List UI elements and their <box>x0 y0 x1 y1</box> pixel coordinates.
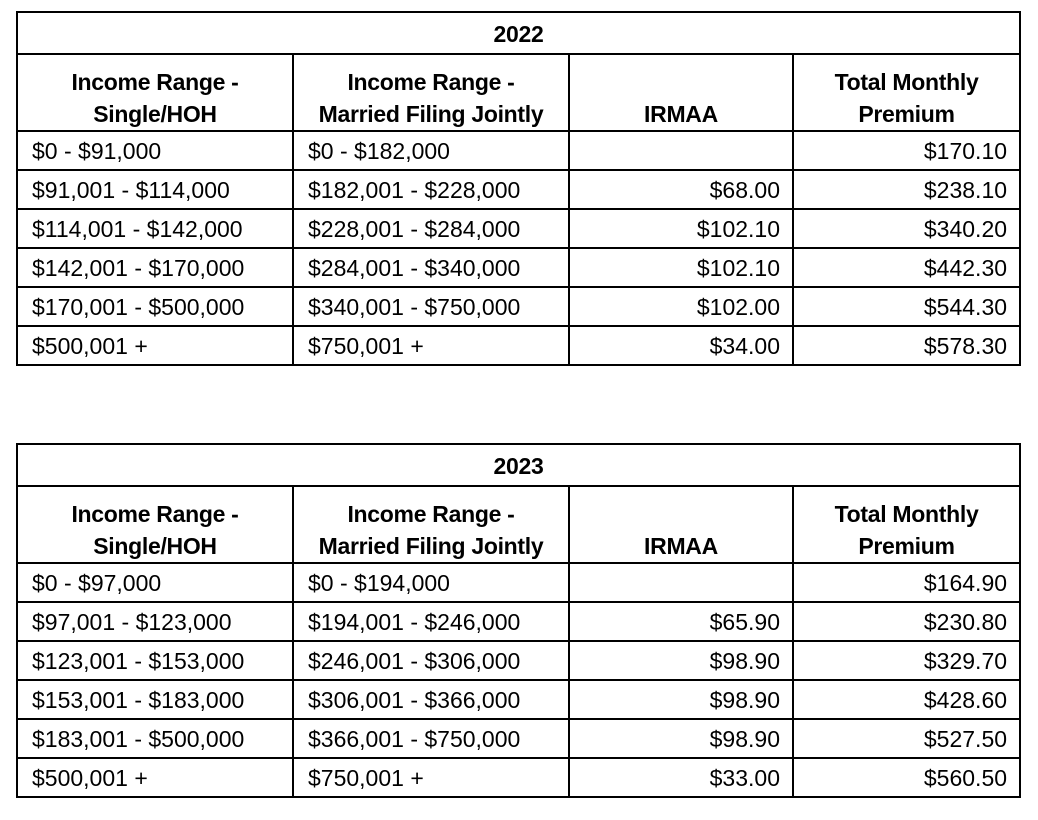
table-year-title: 2022 <box>17 12 1020 54</box>
premium-cell: $544.30 <box>793 287 1020 326</box>
income-joint-cell: $246,001 - $306,000 <box>293 641 569 680</box>
premium-cell: $340.20 <box>793 209 1020 248</box>
irmaa-cell <box>569 563 793 602</box>
header-irmaa-label: IRMAA <box>644 101 718 127</box>
header-income-joint <box>293 486 569 563</box>
income-joint-cell: $0 - $182,000 <box>293 131 569 170</box>
table-row <box>17 209 1020 248</box>
income-joint-cell: $366,001 - $750,000 <box>293 719 569 758</box>
income-single-cell: $114,001 - $142,000 <box>17 209 293 248</box>
income-single-cell: $183,001 - $500,000 <box>17 719 293 758</box>
income-joint-cell: $228,001 - $284,000 <box>293 209 569 248</box>
income-single-cell: $142,001 - $170,000 <box>17 248 293 287</box>
table-row <box>17 563 1020 602</box>
year-row <box>17 12 1020 54</box>
table-row <box>17 758 1020 797</box>
header-total-premium-line2: Premium <box>858 101 955 127</box>
irmaa-cell: $98.90 <box>569 680 793 719</box>
income-joint-cell: $0 - $194,000 <box>293 563 569 602</box>
header-total-premium <box>793 486 1020 563</box>
irmaa-cell: $102.10 <box>569 248 793 287</box>
irmaa-cell: $65.90 <box>569 602 793 641</box>
premium-cell: $230.80 <box>793 602 1020 641</box>
header-income-joint <box>293 54 569 131</box>
irmaa-table-2022 <box>16 11 1021 366</box>
irmaa-cell: $33.00 <box>569 758 793 797</box>
table-row <box>17 170 1020 209</box>
table-row <box>17 680 1020 719</box>
header-income-single-line1: Income Range - <box>71 69 239 95</box>
income-joint-cell: $750,001 + <box>293 326 569 365</box>
premium-cell: $442.30 <box>793 248 1020 287</box>
income-single-cell: $0 - $91,000 <box>17 131 293 170</box>
table-row <box>17 248 1020 287</box>
premium-cell: $329.70 <box>793 641 1020 680</box>
income-single-cell: $500,001 + <box>17 758 293 797</box>
header-income-single-line1: Income Range - <box>71 501 239 527</box>
header-row <box>17 486 1020 563</box>
table-row <box>17 602 1020 641</box>
income-single-cell: $153,001 - $183,000 <box>17 680 293 719</box>
header-irmaa <box>569 54 793 131</box>
table-row <box>17 326 1020 365</box>
income-single-cell: $97,001 - $123,000 <box>17 602 293 641</box>
header-income-single-line2: Single/HOH <box>93 101 217 127</box>
year-row <box>17 444 1020 486</box>
income-single-cell: $91,001 - $114,000 <box>17 170 293 209</box>
header-income-single-line2: Single/HOH <box>93 533 217 559</box>
header-total-premium-line2: Premium <box>858 533 955 559</box>
header-total-premium-line1: Total Monthly <box>834 501 979 527</box>
table-year-title: 2023 <box>17 444 1020 486</box>
premium-cell: $238.10 <box>793 170 1020 209</box>
premium-cell: $428.60 <box>793 680 1020 719</box>
header-total-premium <box>793 54 1020 131</box>
header-income-single <box>17 486 293 563</box>
income-joint-cell: $750,001 + <box>293 758 569 797</box>
irmaa-cell <box>569 131 793 170</box>
table-row <box>17 641 1020 680</box>
income-joint-cell: $306,001 - $366,000 <box>293 680 569 719</box>
income-single-cell: $0 - $97,000 <box>17 563 293 602</box>
irmaa-table-2023 <box>16 443 1021 798</box>
income-joint-cell: $194,001 - $246,000 <box>293 602 569 641</box>
header-irmaa <box>569 486 793 563</box>
income-joint-cell: $182,001 - $228,000 <box>293 170 569 209</box>
premium-cell: $170.10 <box>793 131 1020 170</box>
table-row <box>17 719 1020 758</box>
header-income-joint-line2: Married Filing Jointly <box>318 533 544 559</box>
irmaa-cell: $102.10 <box>569 209 793 248</box>
irmaa-cell: $68.00 <box>569 170 793 209</box>
irmaa-cell: $34.00 <box>569 326 793 365</box>
irmaa-cell: $98.90 <box>569 641 793 680</box>
income-single-cell: $170,001 - $500,000 <box>17 287 293 326</box>
header-income-joint-line2: Married Filing Jointly <box>318 101 544 127</box>
premium-cell: $560.50 <box>793 758 1020 797</box>
income-single-cell: $123,001 - $153,000 <box>17 641 293 680</box>
table-row <box>17 131 1020 170</box>
income-joint-cell: $284,001 - $340,000 <box>293 248 569 287</box>
income-joint-cell: $340,001 - $750,000 <box>293 287 569 326</box>
income-single-cell: $500,001 + <box>17 326 293 365</box>
irmaa-cell: $98.90 <box>569 719 793 758</box>
table-row <box>17 287 1020 326</box>
premium-cell: $578.30 <box>793 326 1020 365</box>
header-income-single <box>17 54 293 131</box>
header-income-joint-line1: Income Range - <box>347 501 515 527</box>
header-irmaa-label: IRMAA <box>644 533 718 559</box>
premium-cell: $164.90 <box>793 563 1020 602</box>
irmaa-cell: $102.00 <box>569 287 793 326</box>
header-total-premium-line1: Total Monthly <box>834 69 979 95</box>
header-row <box>17 54 1020 131</box>
header-income-joint-line1: Income Range - <box>347 69 515 95</box>
premium-cell: $527.50 <box>793 719 1020 758</box>
